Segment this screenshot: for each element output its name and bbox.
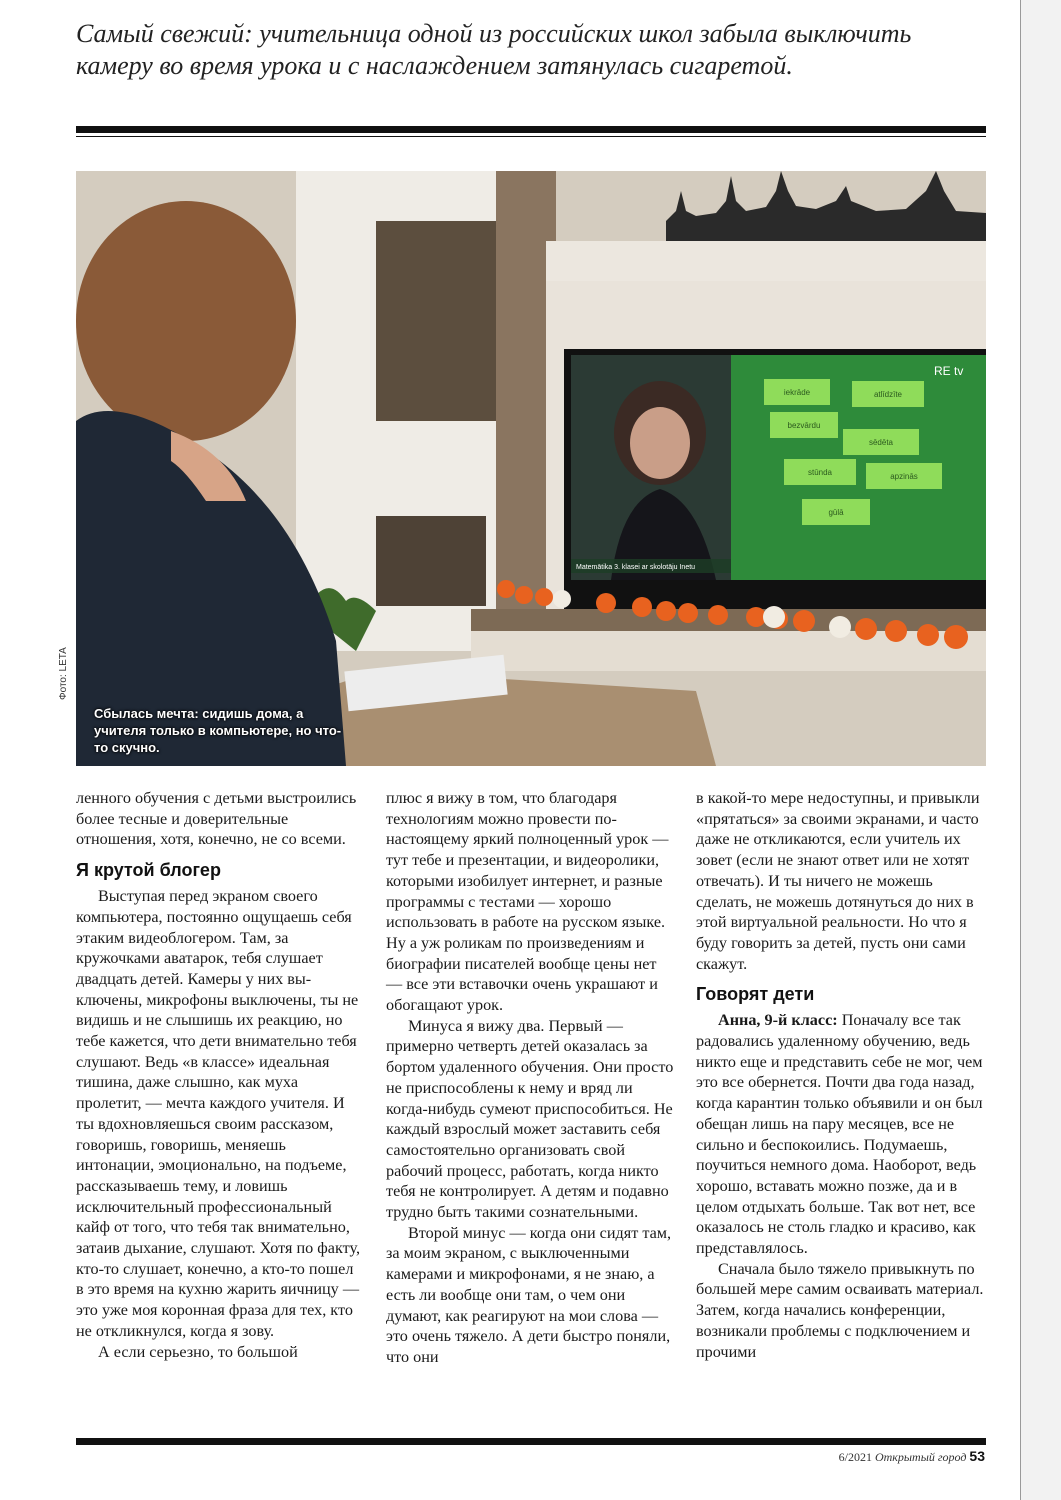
- tv-word-card: iekrāde: [783, 388, 811, 397]
- section-heading: Говорят дети: [696, 984, 815, 1005]
- tv-word-card: atlīdzīte: [873, 390, 903, 399]
- tv-word-card: gūlā: [828, 508, 844, 517]
- tv-word-card: bezvārdu: [787, 421, 821, 430]
- magazine-name: Открытый город: [874, 1450, 967, 1464]
- footer-rule: [76, 1438, 986, 1445]
- speaker-name: Анна, 9-й класс:: [718, 1011, 838, 1030]
- pull-quote: Самый свежий: учительница одной из российских школ забыла выключить камеру во время урока и с наслаждением затянулась сигаретой.: [76, 19, 912, 80]
- article-photo: [76, 171, 986, 766]
- paragraph: Второй минус — когда они сидят там, за моим экраном, с выключенными камерами и микрофонами, я не знаю, а есть ли вообще они там, о чем они думают, как реагируют на мои слова — это очень тяжело. А дети быстро поняли, что они: [386, 1223, 672, 1366]
- tv-word-card: stūnda: [807, 468, 833, 477]
- paragraph: плюс я вижу в том, что благодаря технологиям можно провести по-настоящему яркий полноценный урок — тут тебе и презентации, и видеоролики, которыми изобилует интернет, и разные программы с тестами — хорошо использовать в работе на русском языке. Ну а уж роликам по произведениям и биографии писателей вообще цены нет — все эти вставочки очень украшают и обогащают урок.: [386, 789, 669, 1015]
- article-column-2: [386, 788, 674, 1368]
- paragraph: Минуса я вижу два. Первый — примерно четверть детей оказалась за бортом удаленного обучения. Они просто не приспособлены к нему и вряд ли когда-нибудь сумеют приспособиться. Не каждый взрослый может заставить себя самостоятельно организовать свой рабочий процесс, работать, когда никто тебя не контролирует. А детям и подавно трудно быть такими сознательными.: [386, 1016, 674, 1222]
- photo-credit: Фото: LETA: [58, 647, 69, 700]
- paragraph: ленного обучения с детьми выстроились более тесные и доверительные отношения, хотя, конечно, не со всеми.: [76, 789, 357, 849]
- paragraph: Сначала было тяжело привыкнуть по большей мере самим осваивать материал. Затем, когда начались конференции, возникали проблемы с подключением и прочими: [696, 1259, 984, 1361]
- section-heading: Я крутой блогер: [76, 860, 221, 881]
- paragraph: А если серьезно, то большой: [98, 1342, 298, 1361]
- photo-illustration: [76, 171, 986, 766]
- page-footer: [839, 1448, 985, 1465]
- header-rule: [76, 126, 986, 133]
- tv-word-card: sēdēta: [868, 438, 894, 447]
- paragraph: [696, 1010, 984, 1258]
- article-column-3: [696, 788, 984, 1362]
- paragraph: Выступая перед экраном своего компьютера, постоянно ощущаешь себя этаким видеоблогером. Там, за кружочками аватарок, тебя слушает двадцать детей. Камеры у них выключены, микрофоны выключены, ты не видишь и не слышишь их реакцию, но тебе кажется, что дети внимательно тебя слушают. Ведь «в классе» идеальная тишина, даже слышно, как муха пролетит, — мечта каждого учителя. И ты вдохновляешься своим рассказом, говоришь, говоришь, меняешь интонации, эмоционально, на подъеме, рассказываешь тему, и ловишь исключительный профессиональный кайф от того, что тебя так внимательно, затаив дыхание, слушают. Хотя по факту, кто-то слушает, конечно, а кто-то пошел в это время на кухню жарить яичницу — это уже моя коронная фраза для тех, кто не откликнулся, когда я зову.: [76, 887, 360, 1340]
- tv-channel-logo: RE tv: [934, 364, 964, 378]
- tv-word-card: apzinās: [890, 472, 918, 481]
- paragraph-text: Поначалу все так радовались удаленному обучению, ведь никто еще и представить себе не мог, чем это все обернется. Почти два года назад, когда карантин только объявили и он был обещан лишь на пару месяцев, все не сильно и беспокоились. Подумаешь, поучиться немного дома. Наоборот, ведь хорошо, вставать можно позже, да и в целом отдыхать больше. Так вот нет, все оказалось не столь гладко и красиво, как представлялось.: [696, 1011, 983, 1258]
- photo-caption: Сбылась мечта: сидишь дома, а учителя только в компьютере, но что-то скучно.: [94, 706, 342, 755]
- page-number: 53: [969, 1448, 985, 1464]
- page-edge-bar: [1020, 0, 1061, 1500]
- tv-ticker: Matemātika 3. klasei ar skolotāju Inetu: [576, 564, 696, 571]
- issue-number: 6/2021: [838, 1450, 872, 1464]
- paragraph: в какой-то мере недоступны, и привыкли «прятаться» за своими экранами, и часто даже не откликаются, если учитель их зовет (если не знают ответ или не хотят отвечать). И ты ничего не можешь сделать, не можешь дотянуться до них в этой виртуальной реальности. Но что я буду говорить за детей, пусть они сами скажут.: [696, 789, 980, 973]
- article-column-1: [76, 788, 364, 1362]
- header-rule-thin: [76, 136, 986, 137]
